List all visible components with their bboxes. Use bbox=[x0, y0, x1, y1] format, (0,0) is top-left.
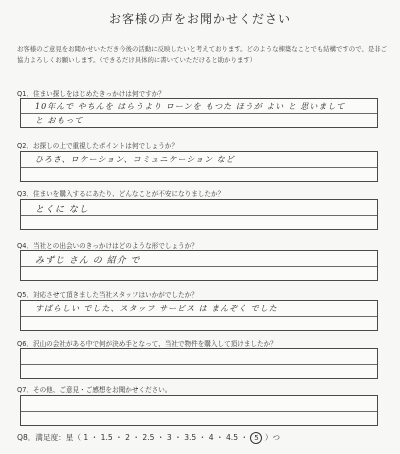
rating-option[interactable]: 1 bbox=[83, 433, 89, 442]
question-2-answer-box[interactable] bbox=[20, 151, 378, 182]
answer-divider bbox=[21, 167, 377, 168]
question-1-answer-box[interactable] bbox=[20, 98, 378, 128]
question-5-label: Q5．対応させて頂きました当社スタッフはいかがでしたか？ bbox=[17, 291, 198, 299]
rating-option[interactable]: 1.5 bbox=[100, 433, 113, 442]
question-3-answer-line-1: とくに なし bbox=[35, 205, 89, 215]
satisfaction-suffix: ）つ bbox=[264, 433, 281, 442]
satisfaction-rating: Q8．満足度：星（ 1 ・ 1.5 ・ 2 ・ 2.5 ・ 3 ・ 3.5 ・ 4 ・ 4.5 ・ 5 ）つ bbox=[17, 433, 281, 442]
question-4-answer-box[interactable] bbox=[20, 250, 378, 281]
question-1-answer-line-1: 10年んで やちんを はらうより ローンを もつた ほうが よい と 思いまして bbox=[35, 102, 346, 111]
question-3-label: Q3．住まいを購入するにあたり、どんなことが不安になりましたか？ bbox=[17, 190, 225, 198]
rating-option[interactable]: 3 bbox=[166, 433, 172, 442]
intro-text: お客様のご意見をお聞かせいただき今後の活動に反映したいと考えております。どのような棟築なことでも結構ですので、是非ご協力よろしくお願いします。（できるだけ具体的に書いていただけると助かります） bbox=[17, 45, 388, 64]
question-1-answer-line-2: と おもって bbox=[35, 116, 84, 125]
question-2-answer-line-1: ひろさ、ロケーション、コミュニケーション など bbox=[35, 155, 235, 164]
question-7-answer-box[interactable] bbox=[20, 395, 378, 426]
rating-option-selected[interactable]: 5 bbox=[250, 432, 262, 444]
question-4-label: Q4．当社との出会いのきっかけはどのような形でしょうか？ bbox=[17, 242, 198, 250]
question-6-answer-box[interactable] bbox=[20, 348, 378, 379]
question-2-label: Q2．お探しの上で重視したポイントは何でしょうか？ bbox=[17, 142, 179, 150]
question-5-answer-line-1: すばらしい でした、スタッフ サービス は まんぞく でした bbox=[35, 304, 278, 313]
question-3-answer-box[interactable] bbox=[20, 199, 378, 230]
question-7-label: Q7．その他、ご意見・ご感想をお聞かせください。 bbox=[17, 386, 172, 394]
question-4-answer-line-1: みずじ さん の 紹介 で bbox=[35, 256, 141, 266]
rating-option[interactable]: 2 bbox=[125, 433, 130, 442]
question-5-answer-box[interactable] bbox=[20, 300, 378, 331]
rating-option[interactable]: 4 bbox=[208, 433, 214, 442]
answer-divider bbox=[21, 364, 377, 365]
answer-divider bbox=[21, 215, 377, 216]
page-title: お客様の声をお聞かせください bbox=[108, 12, 291, 26]
rating-option[interactable]: 3.5 bbox=[184, 433, 197, 442]
question-1-label: Q1．住まい探しをはじめたきっかけは何ですか？ bbox=[17, 90, 165, 98]
rating-option[interactable]: 2.5 bbox=[142, 433, 155, 442]
answer-divider bbox=[21, 266, 377, 267]
answer-divider bbox=[21, 316, 377, 317]
question-6-label: Q6．沢山の会社がある中で何が決め手となって、当社で物件を購入して頂けましたか？ bbox=[17, 340, 277, 348]
rating-option[interactable]: 4.5 bbox=[225, 433, 239, 442]
satisfaction-label: Q8．満足度：星（ bbox=[17, 433, 81, 442]
answer-divider bbox=[21, 411, 377, 412]
answer-divider bbox=[21, 113, 377, 114]
